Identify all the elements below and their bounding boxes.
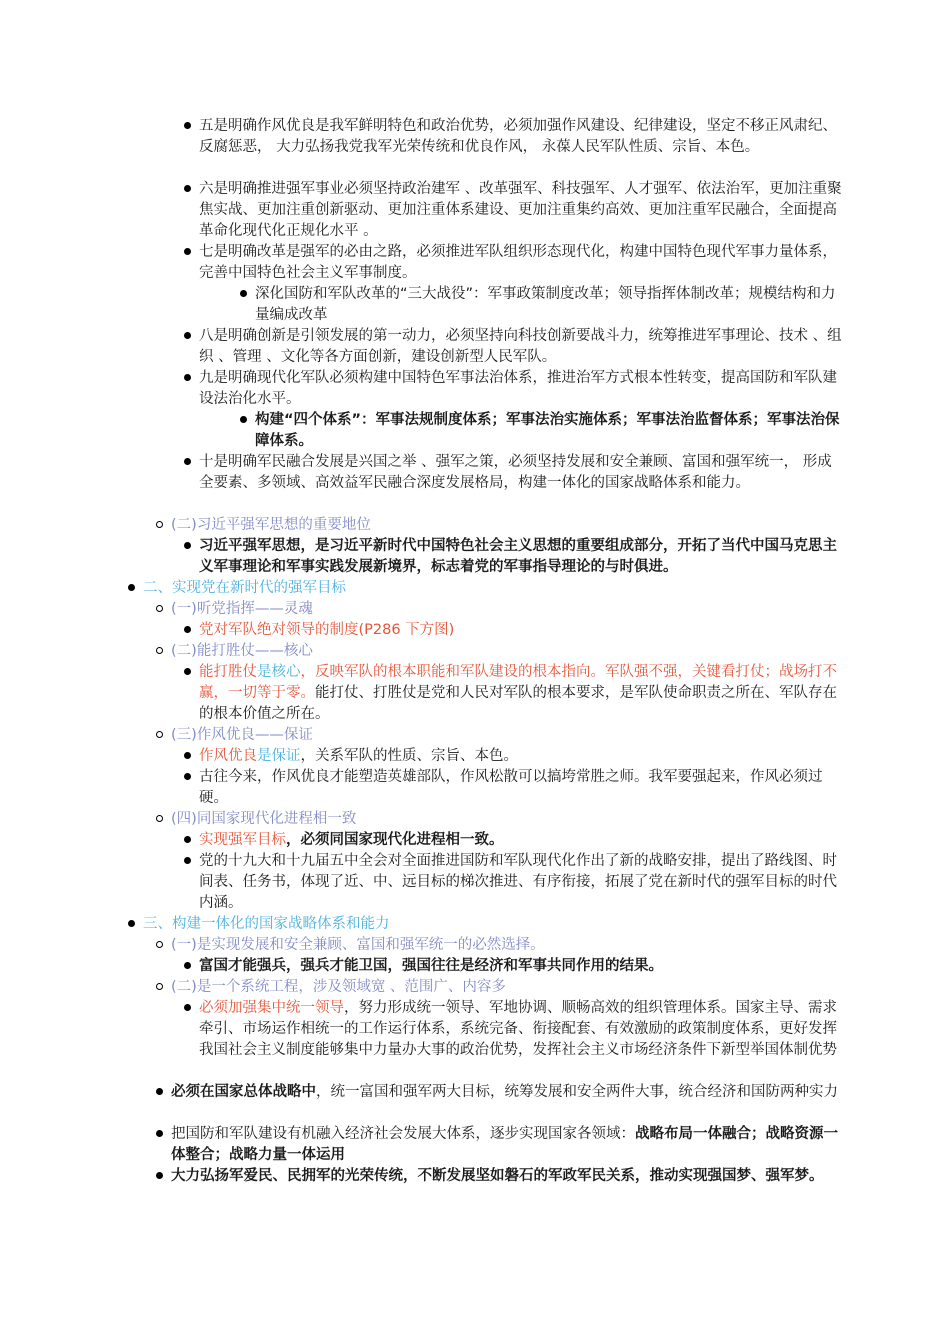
text-segment: 党的十九大和十九届五中全会对全面推进国防和军队现代化作出了新的战略安排，提出了路线图、时间表、任务书，体现了近、中、远目标的梯次推进、有序衔接，拓展了党在新时代的强军目标的时代内涵。 bbox=[199, 853, 837, 911]
text-segment: (二)是一个系统工程，涉及领域宽 、范围广、内容多 bbox=[171, 979, 506, 995]
list-item bbox=[199, 326, 842, 368]
text-segment: 十是明确军民融合发展是兴国之举 、强军之策，必须坚持发展和安全兼顾、富国和强军统一， 形成全要素、多领域、高效益军民融合深度发展格局，构建一体化的国家战略体系和能力。 bbox=[199, 454, 832, 491]
text-segment: 八是明确创新是引领发展的第一动力，必须坚持向科技创新要战斗力，统筹推进军事理论、技术 、组织 、管理 、文化等各方面创新，建设创新型人民军队。 bbox=[199, 328, 842, 365]
text-segment: 作风优良 bbox=[199, 748, 257, 764]
text-segment: 是保证 bbox=[257, 748, 301, 764]
bullet-icon bbox=[156, 1088, 163, 1095]
text-segment: ，努力形成统一领导、军地协调、顺畅高效的组织管理体系。国家主导、需求牵引、市场运作相统一的工作运行体系，系统完备、衔接配套、有效激励的政策制度体系，更好发挥我国社会主义制度能够集中力量办大事的政治优势，发挥社会主义市场经济条件下新型举国体制优势 bbox=[199, 1000, 837, 1058]
list-item bbox=[199, 452, 842, 515]
text-segment: ，必须同国家现代化进程相一致。 bbox=[286, 832, 504, 848]
list-item bbox=[171, 641, 842, 662]
bullet-icon bbox=[156, 521, 163, 528]
bullet-icon bbox=[184, 773, 191, 780]
list-item bbox=[171, 935, 842, 956]
text-segment: 七是明确改革是强军的必由之路，必须推进军队组织形态现代化，构建中国特色现代军事力量体系，完善中国特色社会主义军事制度。 bbox=[199, 244, 837, 281]
bullet-icon bbox=[184, 185, 191, 192]
text-segment: ，关系军队的性质、宗旨、本色。 bbox=[300, 748, 518, 764]
bullet-icon bbox=[184, 962, 191, 969]
list-item bbox=[199, 116, 842, 179]
text-segment: 大力弘扬军爱民、民拥军的光荣传统，不断发展坚如磐石的军政军民关系，推动实现强国梦、强军梦。 bbox=[171, 1168, 824, 1184]
list-item bbox=[199, 767, 842, 809]
bullet-icon bbox=[184, 374, 191, 381]
text-segment: 构建“四个体系”：军事法规制度体系；军事法治实施体系；军事法治监督体系；军事法治保障体系。 bbox=[255, 412, 840, 449]
text-segment: 六是明确推进强军事业必须坚持政治建军 、改革强军、科技强军、人才强军、依法治军，更加注重聚焦实战、更加注重创新驱动、更加注重体系建设、更加注重集约高效、更加注重军民融合，全面提高革命化现代化正规化水平 。 bbox=[199, 181, 842, 239]
text-segment: 必须在国家总体战略中 bbox=[171, 1084, 316, 1100]
text-segment: 五是明确作风优良是我军鲜明特色和政治优势，必须加强作风建设、纪律建设，坚定不移正风肃纪、反腐惩恶， 大力弘扬我党我军光荣传统和优良作风， 永葆人民军队性质、宗旨、本色。 bbox=[199, 118, 837, 155]
text-segment: 能打胜仗 bbox=[199, 664, 257, 680]
text-segment: (四)同国家现代化进程相一致 bbox=[171, 811, 357, 827]
list-item bbox=[199, 179, 842, 242]
bullet-icon bbox=[184, 836, 191, 843]
text-segment: (一)是实现发展和安全兼顾、富国和强军统一的必然选择。 bbox=[171, 937, 545, 953]
list-item bbox=[199, 536, 842, 578]
bullet-icon bbox=[184, 122, 191, 129]
bullet-icon bbox=[184, 857, 191, 864]
list-item bbox=[255, 410, 842, 452]
text-segment: 深化国防和军队改革的“三大战役”：军事政策制度改革；领导指挥体制改革；规模结构和力量编成改革 bbox=[255, 286, 836, 323]
list-item bbox=[143, 578, 842, 599]
list-item bbox=[171, 725, 842, 746]
list-item bbox=[199, 830, 842, 851]
bullet-icon bbox=[184, 458, 191, 465]
list-item bbox=[199, 998, 842, 1082]
list-item bbox=[171, 1082, 842, 1124]
text-segment: 习近平强军思想，是习近平新时代中国特色社会主义思想的重要组成部分，开拓了当代中国马克思主义军事理论和军事实践发展新境界，标志着党的军事指导理论的与时俱进。 bbox=[199, 538, 837, 575]
bullet-icon bbox=[184, 1004, 191, 1011]
bullet-icon bbox=[156, 731, 163, 738]
text-segment: 把国防和军队建设有机融入经济社会发展大体系，逐步实现国家各领域： bbox=[171, 1126, 635, 1142]
bullet-icon bbox=[240, 416, 247, 423]
bullet-icon bbox=[184, 626, 191, 633]
text-segment: (一)听党指挥——灵魂 bbox=[171, 601, 313, 617]
bullet-icon bbox=[156, 1172, 163, 1179]
list-item bbox=[255, 284, 842, 326]
text-segment: 必须加强集中统一领导 bbox=[199, 1000, 344, 1016]
bullet-icon bbox=[184, 668, 191, 675]
text-segment: ，统一富国和强军两大目标，统筹发展和安全两件大事，统合经济和国防两种实力 bbox=[316, 1084, 838, 1100]
text-segment: 党对军队绝对领导的制度(P286 下方图) bbox=[199, 622, 455, 638]
text-segment: 战略布局一体融合；战略资源一体整合；战略力量一体运用 bbox=[171, 1126, 838, 1163]
list-item bbox=[199, 662, 842, 725]
bullet-icon bbox=[156, 1130, 163, 1137]
text-segment: 九是明确现代化军队必须构建中国特色军事法治体系，推进治军方式根本性转变，提高国防和军队建设法治化水平。 bbox=[199, 370, 837, 407]
bullet-icon bbox=[156, 605, 163, 612]
bullet-icon bbox=[156, 815, 163, 822]
text-segment: (二)习近平强军思想的重要地位 bbox=[171, 517, 371, 533]
list-item bbox=[171, 1124, 842, 1166]
bullet-icon bbox=[156, 941, 163, 948]
list-item bbox=[199, 368, 842, 410]
bullet-icon bbox=[156, 983, 163, 990]
list-item bbox=[171, 809, 842, 830]
text-segment: 是核心 bbox=[257, 664, 301, 680]
text-segment: ，反映军队的根本职能和军队建设的根本指向。军队强不强，关键看打仗；战场打不赢，一切等于零。 bbox=[199, 664, 837, 701]
text-segment: 古往今来，作风优良才能塑造英雄部队，作风松散可以搞垮常胜之师。我军要强起来，作风必须过硬。 bbox=[199, 769, 823, 806]
bullet-icon bbox=[240, 290, 247, 297]
text-segment: 能打仗、打胜仗是党和人民对军队的根本要求，是军队使命职责之所在、军队存在的根本价值之所在。 bbox=[199, 685, 837, 722]
text-segment: 三、构建一体化的国家战略体系和能力 bbox=[143, 916, 390, 932]
bullet-icon bbox=[184, 248, 191, 255]
list-item bbox=[171, 599, 842, 620]
list-item bbox=[143, 914, 842, 935]
list-item bbox=[199, 620, 842, 641]
list-item bbox=[199, 746, 842, 767]
text-segment: 富国才能强兵，强兵才能卫国，强国往往是经济和军事共同作用的结果。 bbox=[199, 958, 663, 974]
text-segment: (二)能打胜仗——核心 bbox=[171, 643, 313, 659]
text-segment: 实现强军目标 bbox=[199, 832, 286, 848]
list-item bbox=[199, 956, 842, 977]
text-segment: (三)作风优良——保证 bbox=[171, 727, 313, 743]
bullet-icon bbox=[128, 920, 135, 927]
list-item bbox=[171, 977, 842, 998]
bullet-icon bbox=[128, 584, 135, 591]
text-segment: 二、实现党在新时代的强军目标 bbox=[143, 580, 346, 596]
list-item bbox=[171, 515, 842, 536]
list-item bbox=[171, 1166, 842, 1208]
bullet-icon bbox=[156, 647, 163, 654]
list-item bbox=[199, 851, 842, 914]
bullet-icon bbox=[184, 752, 191, 759]
bullet-icon bbox=[184, 542, 191, 549]
bullet-icon bbox=[184, 332, 191, 339]
list-item bbox=[199, 242, 842, 284]
